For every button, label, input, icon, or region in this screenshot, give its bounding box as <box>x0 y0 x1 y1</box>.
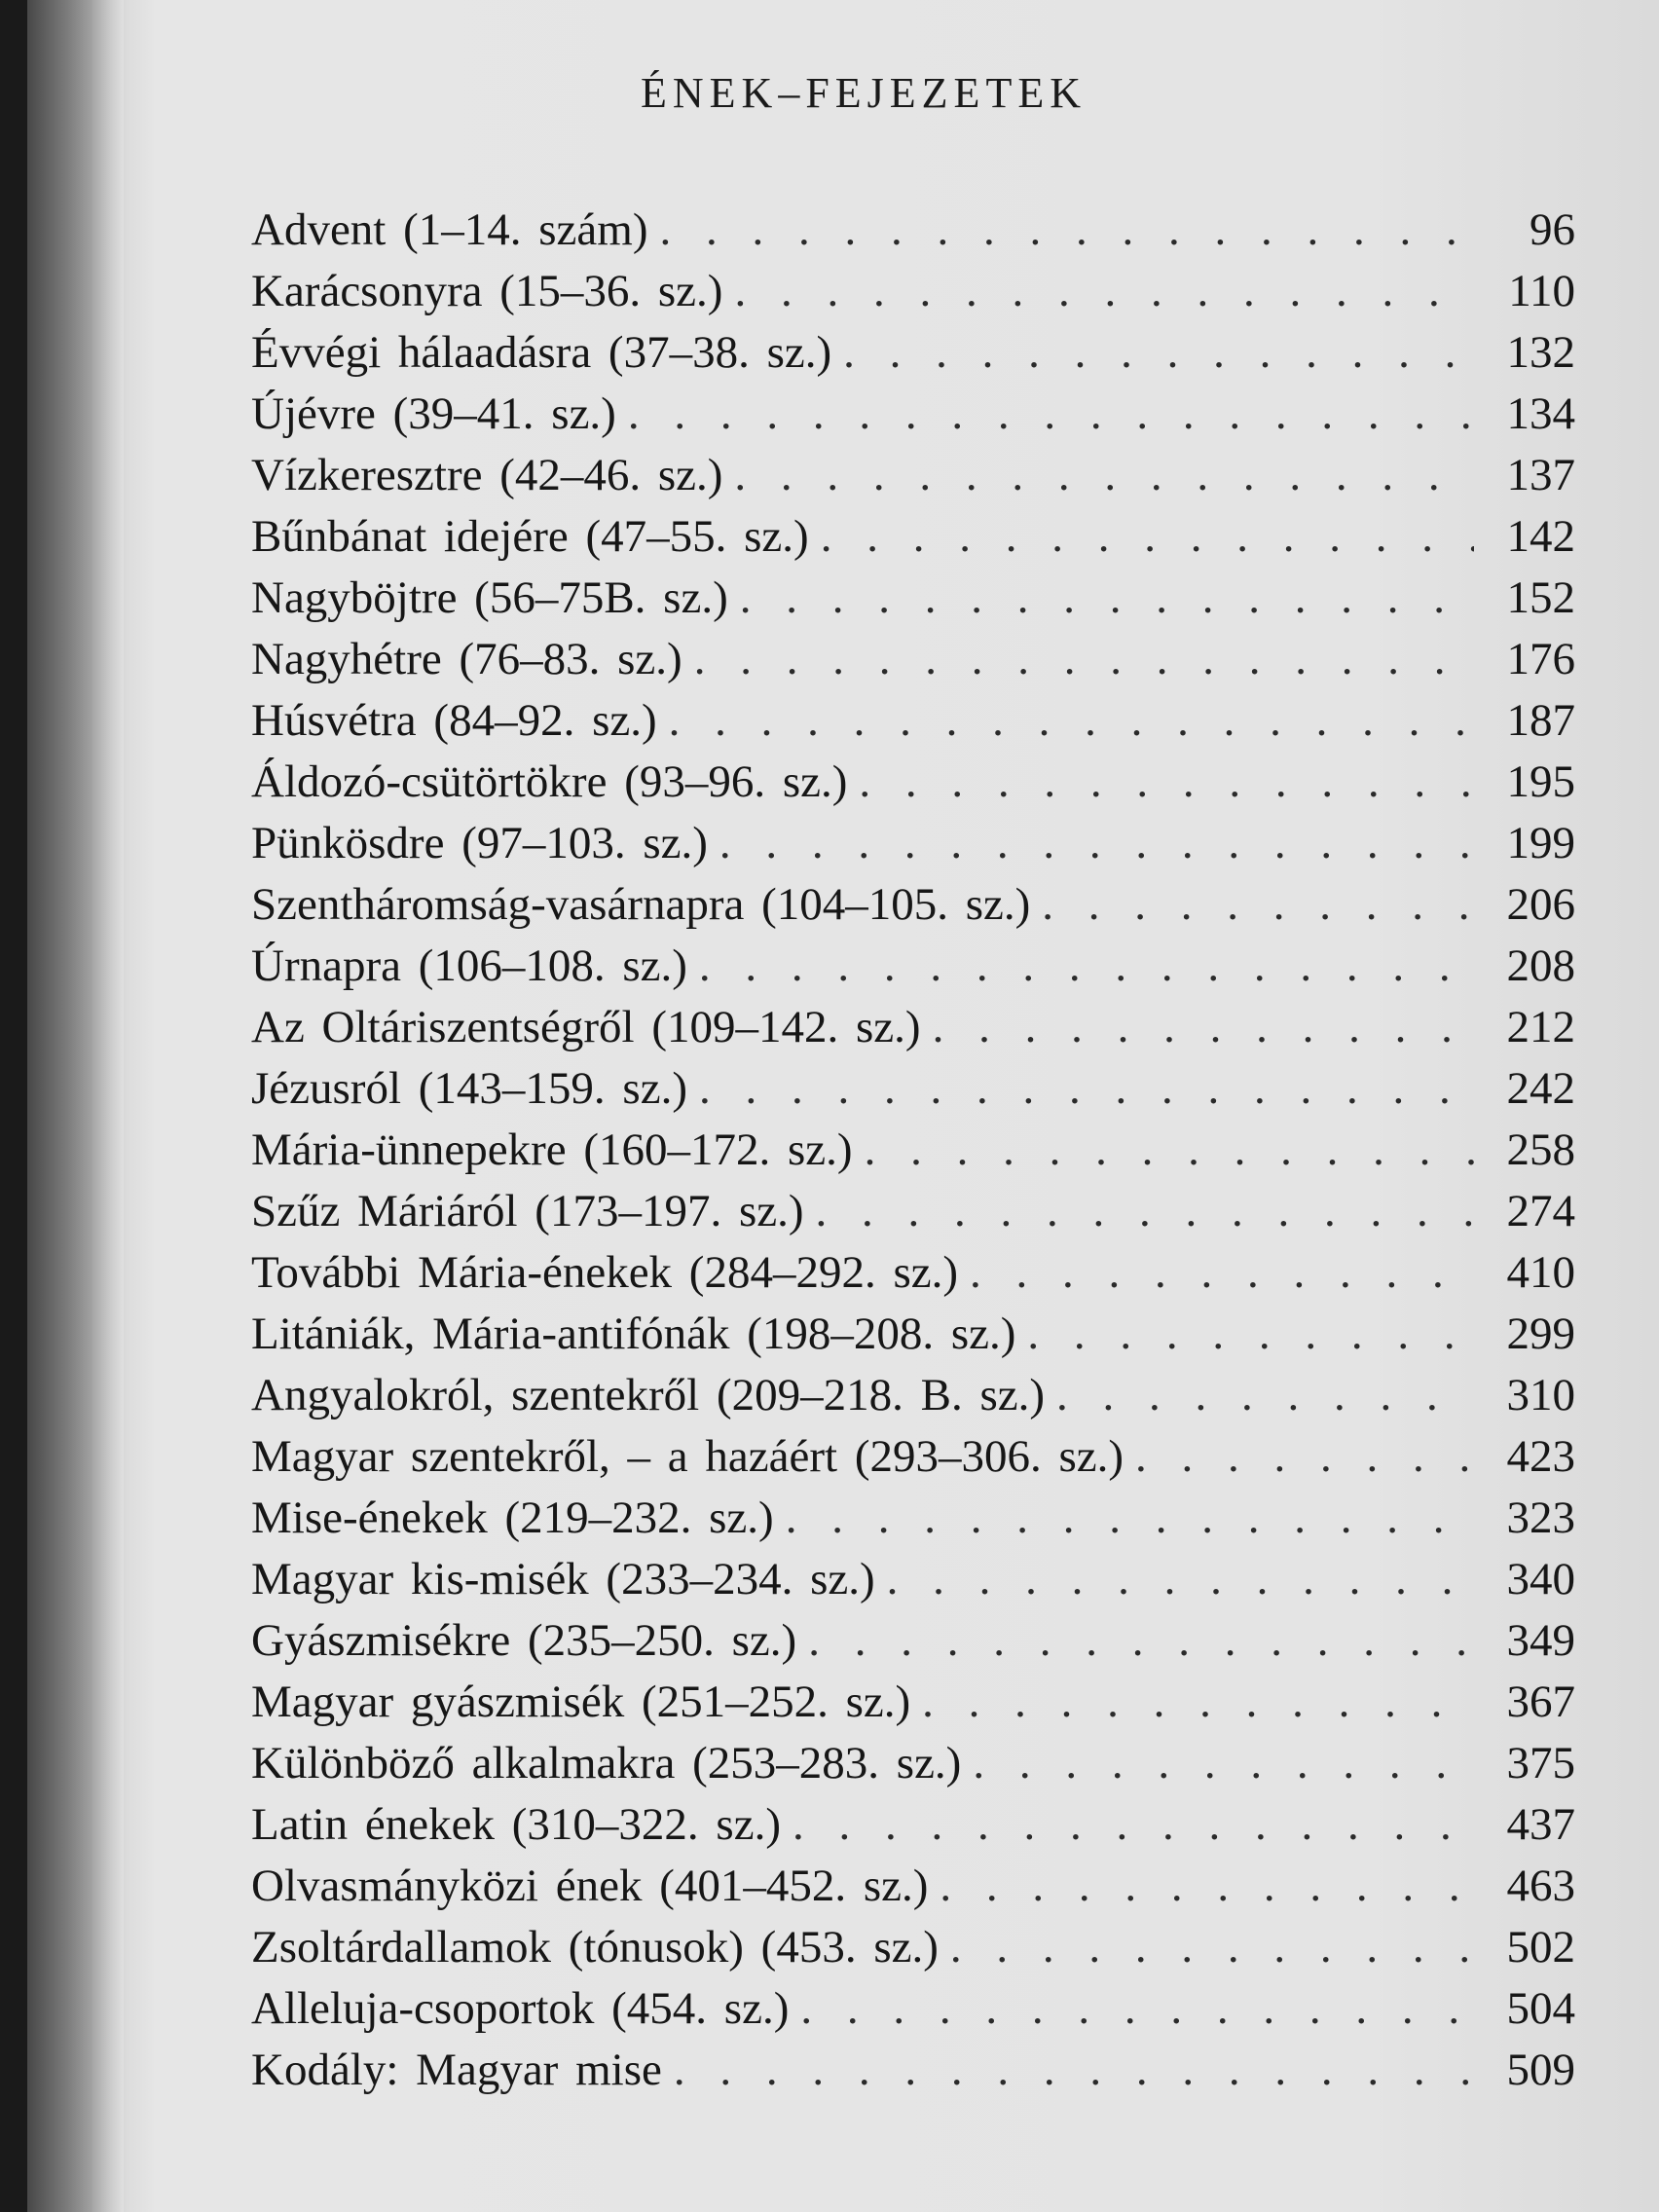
toc-entry-page: 206 <box>1506 879 1575 930</box>
toc-entry <box>251 1733 1575 1794</box>
toc-entry-page: 110 <box>1508 266 1575 316</box>
toc-entry-label: Évvégi hálaadásra (37–38. sz.) <box>251 327 832 378</box>
toc-entry-label: További Mária-énekek (284–292. sz.) <box>251 1247 959 1298</box>
toc-entry <box>251 1978 1575 2040</box>
toc-entry-page: 212 <box>1506 1002 1575 1052</box>
dot-leader <box>800 1978 1474 2040</box>
dot-leader <box>922 1672 1474 1733</box>
toc-entry-page: 176 <box>1506 634 1575 684</box>
dot-leader <box>865 1120 1474 1181</box>
toc-entry-page: 132 <box>1506 327 1575 378</box>
toc-entry-page: 340 <box>1506 1554 1575 1604</box>
dot-leader <box>793 1794 1474 1856</box>
toc-entry-label: Úrnapra (106–108. sz.) <box>251 940 687 991</box>
toc-entry <box>251 1917 1575 1978</box>
toc-entry-label: Angyalokról, szentekről (209–218. B. sz.) <box>251 1370 1046 1420</box>
toc-entry <box>251 384 1575 445</box>
toc-entry-label: Magyar gyászmisék (251–252. sz.) <box>251 1677 911 1727</box>
dot-leader <box>628 384 1474 445</box>
toc-entry-page: 199 <box>1506 818 1575 868</box>
toc-entry <box>251 690 1575 752</box>
toc-entry <box>251 1304 1575 1365</box>
dot-leader <box>699 1058 1474 1120</box>
toc-entry <box>251 752 1575 813</box>
toc-entry-page: 323 <box>1506 1493 1575 1543</box>
toc-entry-label: Az Oltáriszentségről (109–142. sz.) <box>251 1002 921 1052</box>
dot-leader <box>1056 1365 1474 1426</box>
toc-entry-label: Nagyböjtre (56–75B. sz.) <box>251 572 728 623</box>
toc-entry-label: Újévre (39–41. sz.) <box>251 388 616 439</box>
toc-entry-page: 152 <box>1506 572 1575 623</box>
toc-entry <box>251 629 1575 690</box>
dot-leader <box>694 629 1474 690</box>
toc-entry-page: 509 <box>1506 2045 1575 2095</box>
toc-entry-page: 367 <box>1506 1677 1575 1727</box>
dot-leader <box>719 813 1474 874</box>
dot-leader <box>786 1488 1474 1549</box>
toc-entry <box>251 1794 1575 1856</box>
dot-leader <box>674 2040 1474 2101</box>
toc-entry-page: 242 <box>1506 1063 1575 1114</box>
toc-entry-label: Magyar szentekről, – a hazáért (293–306. sz.) <box>251 1431 1124 1482</box>
toc-entry-page: 142 <box>1506 511 1575 562</box>
toc-entry <box>251 874 1575 936</box>
toc-entry <box>251 261 1575 322</box>
toc-entry <box>251 1058 1575 1120</box>
toc-entry-page: 375 <box>1506 1738 1575 1788</box>
dot-leader <box>887 1549 1474 1610</box>
dot-leader <box>659 200 1474 261</box>
dot-leader <box>843 322 1474 384</box>
toc-entry-label: Olvasmányközi ének (401–452. sz.) <box>251 1861 929 1911</box>
toc-entry-label: Alleluja-csoportok (454. sz.) <box>251 1983 790 2034</box>
toc-entry-page: 299 <box>1506 1309 1575 1359</box>
dot-leader <box>734 445 1474 506</box>
toc-entry <box>251 1549 1575 1610</box>
toc-entry-label: Szentháromság-vasárnapra (104–105. sz.) <box>251 879 1031 930</box>
toc-entry <box>251 1488 1575 1549</box>
dot-leader <box>940 1856 1474 1917</box>
toc-entry <box>251 506 1575 568</box>
toc-entry-label: Vízkeresztre (42–46. sz.) <box>251 450 723 500</box>
dot-leader <box>933 997 1474 1058</box>
toc-entry-label: Magyar kis-misék (233–234. sz.) <box>251 1554 875 1604</box>
table-of-contents <box>251 200 1575 2101</box>
toc-entry <box>251 322 1575 384</box>
toc-entry-label: Bűnbánat idejére (47–55. sz.) <box>251 511 809 562</box>
toc-entry <box>251 2040 1575 2101</box>
dot-leader <box>821 506 1474 568</box>
dot-leader <box>816 1181 1475 1242</box>
dot-leader <box>808 1610 1474 1672</box>
dot-leader <box>669 690 1474 752</box>
toc-entry-label: Gyászmisékre (235–250. sz.) <box>251 1615 797 1666</box>
dot-leader <box>973 1733 1474 1794</box>
toc-entry <box>251 1365 1575 1426</box>
toc-entry <box>251 200 1575 261</box>
toc-entry-label: Kodály: Magyar mise <box>251 2045 662 2095</box>
toc-entry <box>251 1242 1575 1304</box>
toc-entry-page: 134 <box>1506 388 1575 439</box>
toc-entry <box>251 813 1575 874</box>
toc-entry <box>251 1120 1575 1181</box>
dot-leader <box>970 1242 1474 1304</box>
toc-entry-label: Áldozó-csütörtökre (93–96. sz.) <box>251 756 848 807</box>
page-title: ÉNEK–FEJEZETEK <box>641 69 1087 117</box>
toc-entry-label: Litániák, Mária-antifónák (198–208. sz.) <box>251 1309 1016 1359</box>
toc-entry <box>251 1181 1575 1242</box>
toc-entry <box>251 1610 1575 1672</box>
book-spine <box>0 0 27 2212</box>
dot-leader <box>1135 1426 1474 1488</box>
toc-entry-page: 208 <box>1506 940 1575 991</box>
toc-entry-page: 187 <box>1506 695 1575 746</box>
toc-entry-label: Különböző alkalmakra (253–283. sz.) <box>251 1738 962 1788</box>
toc-entry-page: 410 <box>1506 1247 1575 1298</box>
dot-leader <box>1027 1304 1474 1365</box>
toc-entry-page: 437 <box>1506 1799 1575 1850</box>
toc-entry <box>251 1856 1575 1917</box>
toc-entry-page: 96 <box>1530 204 1575 255</box>
toc-entry <box>251 997 1575 1058</box>
toc-entry <box>251 445 1575 506</box>
toc-entry-page: 502 <box>1506 1922 1575 1972</box>
toc-entry-label: Mária-ünnepekre (160–172. sz.) <box>251 1124 853 1175</box>
toc-entry-page: 195 <box>1506 756 1575 807</box>
toc-entry <box>251 936 1575 997</box>
toc-entry-page: 274 <box>1506 1186 1575 1236</box>
page-curl-shadow <box>92 0 124 2212</box>
toc-entry <box>251 568 1575 629</box>
dot-leader <box>950 1917 1474 1978</box>
dot-leader <box>1042 874 1474 936</box>
dot-leader <box>699 936 1474 997</box>
toc-entry-label: Zsoltárdallamok (tónusok) (453. sz.) <box>251 1922 939 1972</box>
toc-entry-label: Mise-énekek (219–232. sz.) <box>251 1493 774 1543</box>
toc-entry <box>251 1672 1575 1733</box>
toc-entry-label: Latin énekek (310–322. sz.) <box>251 1799 781 1850</box>
toc-entry-label: Jézusról (143–159. sz.) <box>251 1063 687 1114</box>
toc-entry-label: Pünkösdre (97–103. sz.) <box>251 818 708 868</box>
toc-entry-page: 463 <box>1506 1861 1575 1911</box>
toc-entry-page: 258 <box>1506 1124 1575 1175</box>
toc-entry-label: Húsvétra (84–92. sz.) <box>251 695 657 746</box>
toc-entry-page: 423 <box>1506 1431 1575 1482</box>
toc-entry-page: 349 <box>1506 1615 1575 1666</box>
toc-entry-label: Szűz Máriáról (173–197. sz.) <box>251 1186 804 1236</box>
dot-leader <box>859 752 1474 813</box>
toc-entry-label: Advent (1–14. szám) <box>251 204 648 255</box>
dot-leader <box>740 568 1474 629</box>
toc-entry-page: 504 <box>1506 1983 1575 2034</box>
toc-entry-label: Karácsonyra (15–36. sz.) <box>251 266 723 316</box>
toc-entry-page: 137 <box>1506 450 1575 500</box>
toc-entry-label: Nagyhétre (76–83. sz.) <box>251 634 682 684</box>
toc-entry-page: 310 <box>1506 1370 1575 1420</box>
toc-entry <box>251 1426 1575 1488</box>
dot-leader <box>734 261 1474 322</box>
